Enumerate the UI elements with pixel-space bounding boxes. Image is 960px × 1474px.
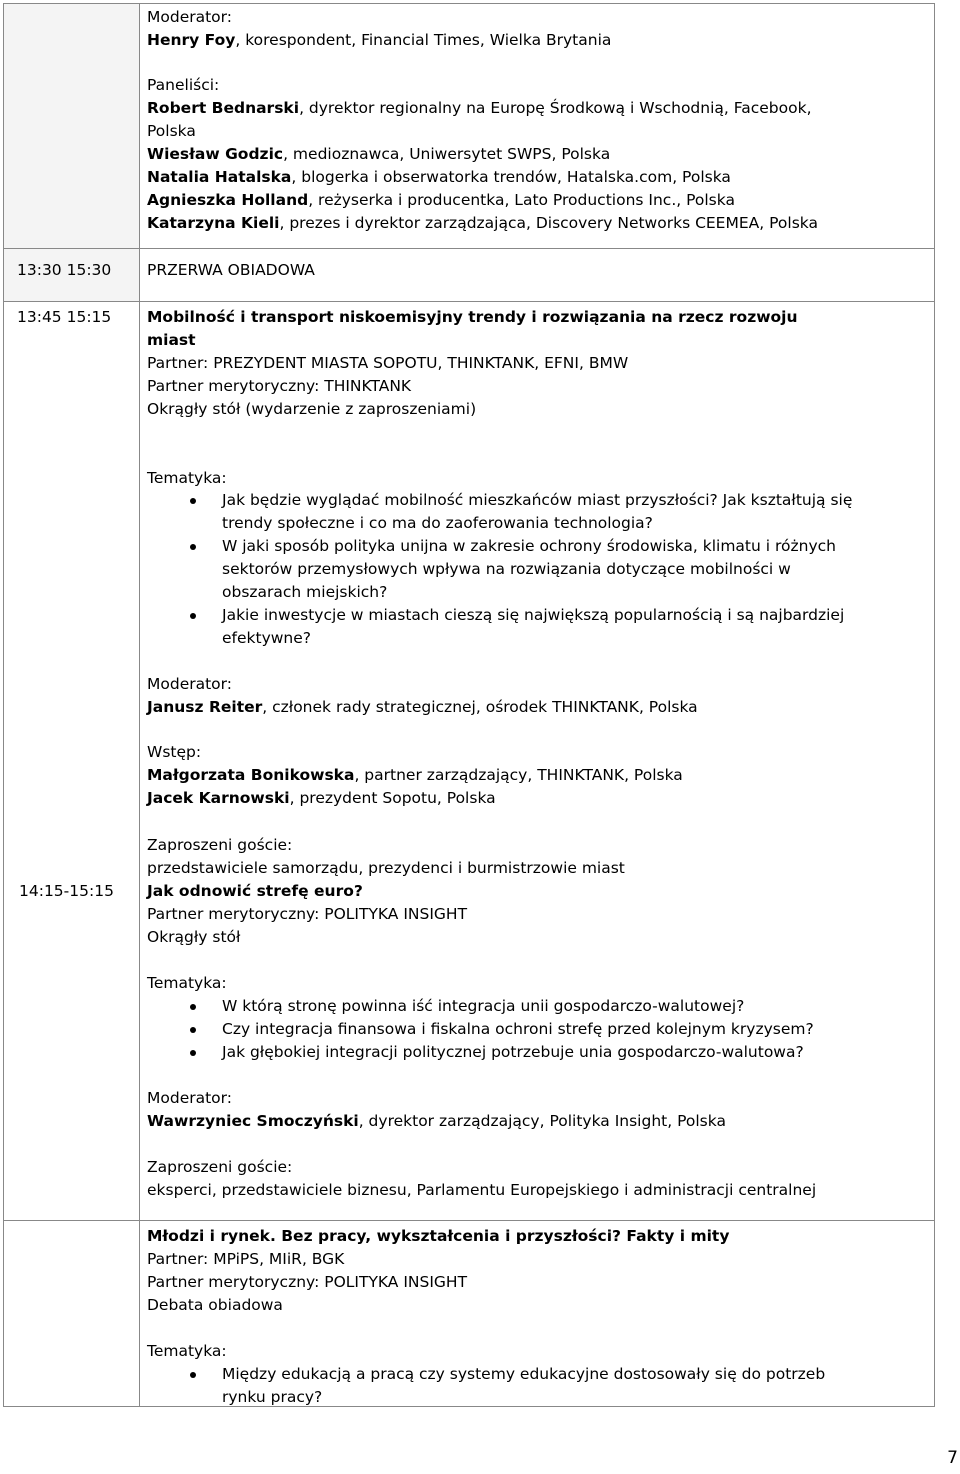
moderator-name: Henry Foy: [147, 31, 236, 49]
guests-text: przedstawiciele samorządu, prezydenci i burmistrzowie miast: [147, 859, 625, 877]
session3-partner: Partner: MPiPS, MIiR, BGK: [147, 1250, 345, 1268]
intro-speaker-2-name: Jacek Karnowski: [147, 789, 290, 807]
time-column-shade: [4, 4, 139, 301]
moderator-line: [147, 1110, 927, 1133]
session2-moderator: [147, 1087, 927, 1133]
topic-text-cont: rynku pracy?: [222, 1388, 323, 1406]
session1-partner: Partner: PREZYDENT MIASTA SOPOTU, THINKTANK, EFNI, BMW: [147, 354, 629, 372]
panelist-2-name: Wiesław Godzic: [147, 145, 284, 163]
topic-item: [147, 1041, 927, 1064]
moderator-desc: , korespondent, Financial Times, Wielka Brytania: [235, 31, 612, 49]
session1-time: 13:45 15:15: [17, 308, 112, 326]
session1-moderator: [147, 673, 927, 719]
topic-text: Jak będzie wyglądać mobilność mieszkańców miast przyszłości? Jak kształtują się: [222, 491, 853, 509]
panelist-4-name: Agnieszka Holland: [147, 191, 309, 209]
guests-text: eksperci, przedstawiciele biznesu, Parlamentu Europejskiego i administracji centralnej: [147, 1181, 817, 1199]
session3-format: Debata obiadowa: [147, 1296, 283, 1314]
panelist-5: [147, 212, 927, 235]
panelist-1-name: Robert Bednarski: [147, 99, 300, 117]
moderator-desc: , członek rady strategicznej, ośrodek THINKTANK, Polska: [262, 698, 698, 716]
topic-text-cont: efektywne?: [222, 629, 312, 647]
session2-format: Okrągły stół: [147, 928, 241, 946]
topic-text: Czy integracja finansowa i fiskalna ochroni strefę przed kolejnym kryzysem?: [222, 1020, 814, 1038]
row-divider-session3: [4, 1220, 934, 1221]
panelist-1-desc: , dyrektor regionalny na Europę Środkową i Wschodnią, Facebook,: [299, 99, 812, 117]
session2-partner-merit: Partner merytoryczny: POLITYKA INSIGHT: [147, 905, 468, 923]
topic-item: [147, 535, 927, 604]
session1-topics-list: [147, 489, 927, 650]
session1-partner-merit: Partner merytoryczny: THINKTANK: [147, 377, 412, 395]
page-number: 7: [947, 1448, 958, 1468]
session2-title: Jak odnowić strefę euro?: [147, 882, 363, 900]
moderator-desc: , dyrektor zarządzający, Polityka Insight, Polska: [358, 1112, 726, 1130]
panelist-4: [147, 189, 927, 212]
column-divider: [139, 4, 140, 1406]
session3-topics-list: [147, 1363, 927, 1409]
moderator-label: Moderator:: [147, 8, 232, 26]
panelist-3-desc: , blogerka i obserwatorka trendów, Hatalska.com, Polska: [291, 168, 731, 186]
panelist-1: [147, 97, 927, 120]
topic-text: Między edukacją a pracą czy systemy edukacyjne dostosowały się do potrzeb: [222, 1365, 826, 1383]
topic-text: Jak głębokiej integracji politycznej potrzebuje unia gospodarczo-walutowa?: [222, 1043, 804, 1061]
session2-guests: [147, 1156, 927, 1202]
guests-label: Zaproszeni goście:: [147, 1158, 293, 1176]
moderator-name: Wawrzyniec Smoczyński: [147, 1112, 359, 1130]
panelist-5-name: Katarzyna Kieli: [147, 214, 280, 232]
moderator-line: [147, 29, 927, 52]
row-divider-lunch-top: [4, 248, 934, 249]
panelist-3: [147, 166, 927, 189]
panelist-2: [147, 143, 927, 166]
panelist-3-name: Natalia Hatalska: [147, 168, 292, 186]
topic-item: [147, 995, 927, 1018]
moderator-label: Moderator:: [147, 1089, 232, 1107]
panelist-5-desc: , prezes i dyrektor zarządzająca, Discovery Networks CEEMEA, Polska: [279, 214, 818, 232]
session2-topics-label: Tematyka:: [147, 974, 227, 992]
intro-label: Wstęp:: [147, 743, 202, 761]
panelists-label: Paneliści:: [147, 76, 220, 94]
moderator-label: Moderator:: [147, 675, 232, 693]
moderator-name: Janusz Reiter: [147, 698, 263, 716]
topic-text-cont: sektorów przemysłowych wpływa na rozwiązania dotyczące mobilności w: [222, 560, 791, 578]
session1-intro: [147, 741, 927, 810]
topic-item: [147, 604, 927, 650]
lunch-time: 13:30 15:30: [17, 261, 112, 279]
topic-item: [147, 489, 927, 535]
session1-format: Okrągły stół (wydarzenie z zaproszeniami): [147, 400, 477, 418]
topic-text-cont: obszarach miejskich?: [222, 583, 388, 601]
session1-header: [147, 306, 927, 421]
session3-header: [147, 1225, 927, 1317]
topic-text: W którą stronę powinna iść integracja unii gospodarczo-walutowej?: [222, 997, 745, 1015]
session2-header: [147, 880, 927, 949]
guests-label: Zaproszeni goście:: [147, 836, 293, 854]
topic-text: Jakie inwestycje w miastach cieszą się największą popularnością i są najbardziej: [222, 606, 845, 624]
panelist-4-desc: , reżyserka i producentka, Lato Productions Inc., Polska: [308, 191, 735, 209]
session2-topics-list: [147, 995, 927, 1064]
intro-speaker-2-desc: , prezydent Sopotu, Polska: [289, 789, 496, 807]
session3-partner-merit: Partner merytoryczny: POLITYKA INSIGHT: [147, 1273, 468, 1291]
intro-speaker-1-desc: , partner zarządzający, THINKTANK, Polska: [354, 766, 683, 784]
panelist-1-cont: Polska: [147, 122, 196, 140]
topic-item: [147, 1018, 927, 1041]
topic-text: W jaki sposób polityka unijna w zakresie ochrony środowiska, klimatu i różnych: [222, 537, 836, 555]
lunch-title: PRZERWA OBIADOWA: [147, 261, 315, 279]
session1-title-cont: miast: [147, 331, 196, 349]
intro-speaker-1-name: Małgorzata Bonikowska: [147, 766, 355, 784]
intro-speaker-1: [147, 764, 927, 787]
top-session-people: [147, 6, 927, 52]
session1-guests: [147, 834, 927, 880]
session1-title: Mobilność i transport niskoemisyjny trendy i rozwiązania na rzecz rozwoju: [147, 308, 798, 326]
session1-topics-label: Tematyka:: [147, 469, 227, 487]
topic-text-cont: trendy społeczne i co ma do zaoferowania technologia?: [222, 514, 653, 532]
session2-time: 14:15-15:15: [19, 882, 114, 900]
topic-item: [147, 1363, 927, 1409]
row-divider-lunch-bottom: [4, 301, 934, 302]
panelists-block: [147, 74, 927, 235]
session3-topics-label: Tematyka:: [147, 1342, 227, 1360]
panelist-2-desc: , medioznawca, Uniwersytet SWPS, Polska: [283, 145, 611, 163]
session3-title: Młodzi i rynek. Bez pracy, wykształcenia i przyszłości? Fakty i mity: [147, 1227, 730, 1245]
intro-speaker-2: [147, 787, 927, 810]
moderator-line: [147, 696, 927, 719]
